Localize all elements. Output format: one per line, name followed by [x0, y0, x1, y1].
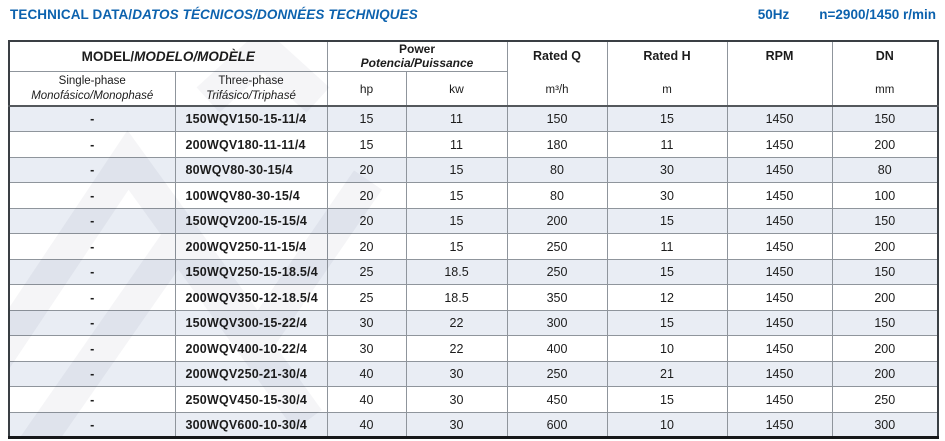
cell-rated-q: 600	[507, 412, 607, 438]
power-group-regular: Power	[398, 42, 435, 56]
table-row	[9, 310, 938, 336]
cell-rated-q: 250	[507, 259, 607, 285]
three-phase-sublabel: Trifásico/Triphasé	[206, 89, 296, 102]
cell-rated-q: 80	[507, 183, 607, 209]
cell-kw: 15	[406, 208, 507, 234]
table-row	[9, 336, 938, 362]
cell-rated-h: 30	[607, 157, 727, 183]
table-row	[9, 208, 938, 234]
cell-single-phase: -	[9, 234, 175, 260]
rpm-label: RPM	[765, 48, 794, 63]
cell-model: 300WQV600-10-30/4	[175, 412, 327, 438]
cell-rpm: 1450	[727, 361, 832, 387]
table-header	[9, 41, 938, 106]
cell-single-phase: -	[9, 336, 175, 362]
cell-kw: 18.5	[406, 259, 507, 285]
table-row	[9, 412, 938, 438]
table-body	[9, 106, 938, 438]
table-row	[9, 132, 938, 158]
model-group-italic: MODELO/MODÈLE	[134, 48, 255, 64]
cell-dn: 200	[832, 132, 938, 158]
cell-rated-q: 400	[507, 336, 607, 362]
cell-hp: 25	[327, 285, 406, 311]
col-header-kw: kw	[406, 71, 507, 106]
cell-kw: 30	[406, 387, 507, 413]
cell-model: 250WQV450-15-30/4	[175, 387, 327, 413]
table-row	[9, 259, 938, 285]
col-header-single-phase	[9, 71, 175, 106]
technical-data-table	[8, 40, 939, 439]
cell-hp: 25	[327, 259, 406, 285]
cell-rpm: 1450	[727, 234, 832, 260]
cell-kw: 11	[406, 132, 507, 158]
table-row	[9, 157, 938, 183]
three-phase-label: Three-phase	[218, 74, 284, 87]
cell-rpm: 1450	[727, 106, 832, 132]
cell-model: 200WQV350-12-18.5/4	[175, 285, 327, 311]
col-header-hp: hp	[327, 71, 406, 106]
cell-rated-h: 15	[607, 310, 727, 336]
cell-rpm: 1450	[727, 310, 832, 336]
cell-hp: 15	[327, 132, 406, 158]
cell-dn: 80	[832, 157, 938, 183]
cell-rated-h: 15	[607, 259, 727, 285]
cell-hp: 20	[327, 183, 406, 209]
cell-hp: 20	[327, 157, 406, 183]
col-header-rpm	[727, 41, 832, 106]
cell-dn: 100	[832, 183, 938, 209]
cell-kw: 18.5	[406, 285, 507, 311]
cell-rated-q: 250	[507, 234, 607, 260]
cell-rated-h: 10	[607, 412, 727, 438]
cell-rpm: 1450	[727, 157, 832, 183]
cell-hp: 40	[327, 387, 406, 413]
cell-dn: 200	[832, 361, 938, 387]
cell-single-phase: -	[9, 285, 175, 311]
table-row	[9, 387, 938, 413]
cell-kw: 15	[406, 234, 507, 260]
cell-rated-q: 300	[507, 310, 607, 336]
dn-label: DN	[875, 48, 894, 63]
cell-model: 80WQV80-30-15/4	[175, 157, 327, 183]
cell-kw: 30	[406, 412, 507, 438]
cell-dn: 200	[832, 234, 938, 260]
cell-rated-h: 10	[607, 336, 727, 362]
cell-rpm: 1450	[727, 387, 832, 413]
rated-h-label: Rated H	[643, 48, 691, 63]
page-title-italic: DATOS TÉCNICOS/DONNÉES TECHNIQUES	[132, 7, 418, 22]
cell-single-phase: -	[9, 361, 175, 387]
rated-h-unit: m	[662, 83, 672, 96]
table-row	[9, 361, 938, 387]
cell-dn: 150	[832, 106, 938, 132]
cell-dn: 150	[832, 259, 938, 285]
single-phase-label: Single-phase	[58, 74, 126, 87]
cell-model: 150WQV150-15-11/4	[175, 106, 327, 132]
cell-model: 200WQV180-11-11/4	[175, 132, 327, 158]
cell-model: 150WQV250-15-18.5/4	[175, 259, 327, 285]
cell-single-phase: -	[9, 157, 175, 183]
cell-dn: 150	[832, 310, 938, 336]
cell-model: 200WQV250-21-30/4	[175, 361, 327, 387]
cell-rated-h: 11	[607, 234, 727, 260]
cell-single-phase: -	[9, 387, 175, 413]
cell-hp: 40	[327, 412, 406, 438]
cell-dn: 250	[832, 387, 938, 413]
rated-q-unit: m³/h	[545, 83, 569, 96]
col-header-rated-q	[507, 41, 607, 106]
cell-rated-q: 250	[507, 361, 607, 387]
dn-unit: mm	[875, 83, 895, 96]
cell-model: 150WQV300-15-22/4	[175, 310, 327, 336]
cell-hp: 40	[327, 361, 406, 387]
cell-rpm: 1450	[727, 336, 832, 362]
page-title	[10, 7, 418, 22]
cell-rated-q: 450	[507, 387, 607, 413]
cell-rated-h: 15	[607, 106, 727, 132]
cell-kw: 22	[406, 336, 507, 362]
model-group-regular: MODEL/	[81, 48, 135, 64]
table-row	[9, 285, 938, 311]
cell-rated-h: 12	[607, 285, 727, 311]
cell-hp: 30	[327, 310, 406, 336]
col-header-three-phase	[175, 71, 327, 106]
power-group-header	[327, 41, 507, 71]
cell-kw: 11	[406, 106, 507, 132]
table-row	[9, 106, 938, 132]
cell-hp: 30	[327, 336, 406, 362]
cell-dn: 300	[832, 412, 938, 438]
cell-rpm: 1450	[727, 259, 832, 285]
cell-rpm: 1450	[727, 183, 832, 209]
table-row	[9, 183, 938, 209]
cell-rated-q: 180	[507, 132, 607, 158]
frequency-label: 50Hz	[757, 7, 790, 22]
cell-rpm: 1450	[727, 208, 832, 234]
cell-single-phase: -	[9, 106, 175, 132]
cell-rated-q: 200	[507, 208, 607, 234]
cell-model: 200WQV400-10-22/4	[175, 336, 327, 362]
spec-summary	[758, 7, 936, 22]
cell-rpm: 1450	[727, 132, 832, 158]
cell-rated-h: 15	[607, 387, 727, 413]
cell-rpm: 1450	[727, 412, 832, 438]
cell-kw: 22	[406, 310, 507, 336]
cell-rated-h: 15	[607, 208, 727, 234]
cell-single-phase: -	[9, 183, 175, 209]
model-group-header	[9, 41, 327, 71]
cell-single-phase: -	[9, 259, 175, 285]
cell-single-phase: -	[9, 132, 175, 158]
cell-dn: 200	[832, 336, 938, 362]
cell-rated-h: 11	[607, 132, 727, 158]
speed-label: n=2900/1450 r/min	[819, 7, 936, 22]
cell-dn: 200	[832, 285, 938, 311]
cell-rated-h: 30	[607, 183, 727, 209]
cell-rpm: 1450	[727, 285, 832, 311]
page-title-regular: TECHNICAL DATA/	[10, 7, 133, 22]
col-header-rated-h	[607, 41, 727, 106]
page-header	[10, 7, 936, 22]
col-header-dn	[832, 41, 938, 106]
cell-hp: 20	[327, 208, 406, 234]
cell-model: 200WQV250-11-15/4	[175, 234, 327, 260]
cell-hp: 15	[327, 106, 406, 132]
cell-dn: 150	[832, 208, 938, 234]
cell-rated-q: 150	[507, 106, 607, 132]
cell-hp: 20	[327, 234, 406, 260]
power-group-italic: Potencia/Puissance	[360, 56, 474, 71]
cell-rated-q: 80	[507, 157, 607, 183]
cell-kw: 15	[406, 183, 507, 209]
cell-single-phase: -	[9, 310, 175, 336]
cell-single-phase: -	[9, 412, 175, 438]
single-phase-sublabel: Monofásico/Monophasé	[31, 89, 154, 102]
cell-single-phase: -	[9, 208, 175, 234]
cell-rated-h: 21	[607, 361, 727, 387]
cell-kw: 30	[406, 361, 507, 387]
table-row	[9, 234, 938, 260]
rated-q-label: Rated Q	[533, 48, 581, 63]
cell-rated-q: 350	[507, 285, 607, 311]
cell-kw: 15	[406, 157, 507, 183]
cell-model: 100WQV80-30-15/4	[175, 183, 327, 209]
cell-model: 150WQV200-15-15/4	[175, 208, 327, 234]
